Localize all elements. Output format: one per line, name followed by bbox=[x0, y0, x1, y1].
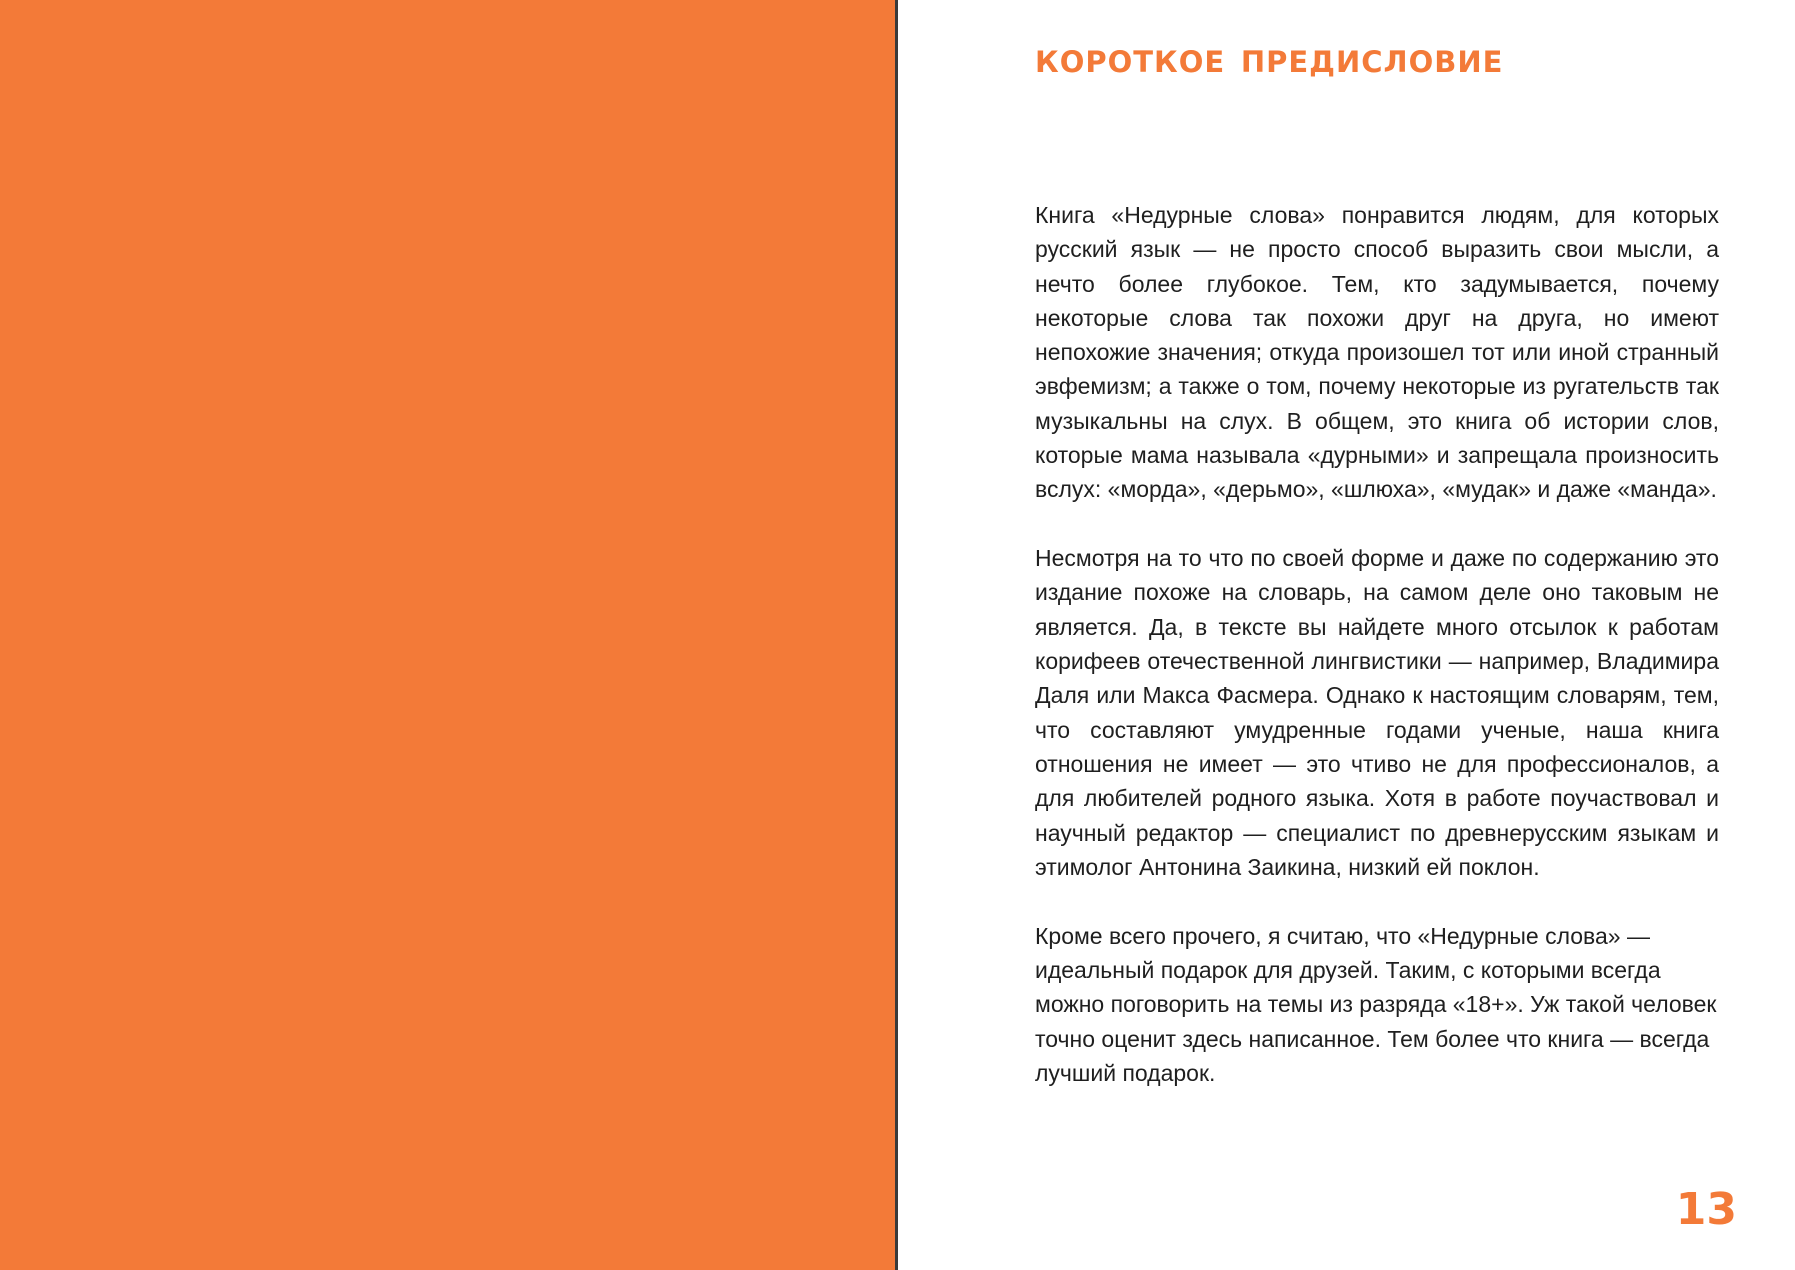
page-title: короткое предисловие bbox=[1035, 33, 1504, 82]
left-page-color-block bbox=[0, 0, 895, 1270]
paragraph: Кроме всего прочего, я считаю, что «Недурные слова» — идеальный подарок для друзей. Таким, с которыми всегда можно поговорить на темы из разряда «18+». Уж такой человек точно оценит здесь написанное. Тем более что книга — всегда лучший подарок. bbox=[1035, 922, 1717, 1086]
right-page bbox=[898, 0, 1795, 1270]
body-text bbox=[1035, 198, 1719, 1125]
page-number: 13 bbox=[1675, 1184, 1737, 1235]
paragraph: Несмотря на то что по своей форме и даже по содержанию это издание похоже на словарь, на самом деле оно таковым не является. Да, в тексте вы найдете много отсылок к работам корифеев отечественной лингвистики — например, Владимира Даля или Макса Фасмера. Однако к настоящим словарям, тем, что составляют умудренные годами ученые, наша книга отношения не имеет — это чтиво не для профессионалов, а для любителей родного языка. Хотя в работе поучаствовал и научный редактор — специалист по древнерусским языкам и этимолог Антонина Заикина, низкий ей поклон. bbox=[1035, 545, 1719, 880]
paragraph: Книга «Недурные слова» понравится людям, для которых русский язык — не просто способ выразить свои мысли, а нечто более глубокое. Тем, кто задумывается, почему некоторые слова так похожи друг на друга, но имеют непохожие значения; откуда произошел тот или иной странный эвфемизм; а также о том, почему некоторые из ругательств так музыкальны на слух. В общем, это книга об истории слов, которые мама называла «дурными» и запрещала произносить вслух: «морда», «дерьмо», «шлюха», «мудак» и даже «манда». bbox=[1035, 202, 1719, 503]
